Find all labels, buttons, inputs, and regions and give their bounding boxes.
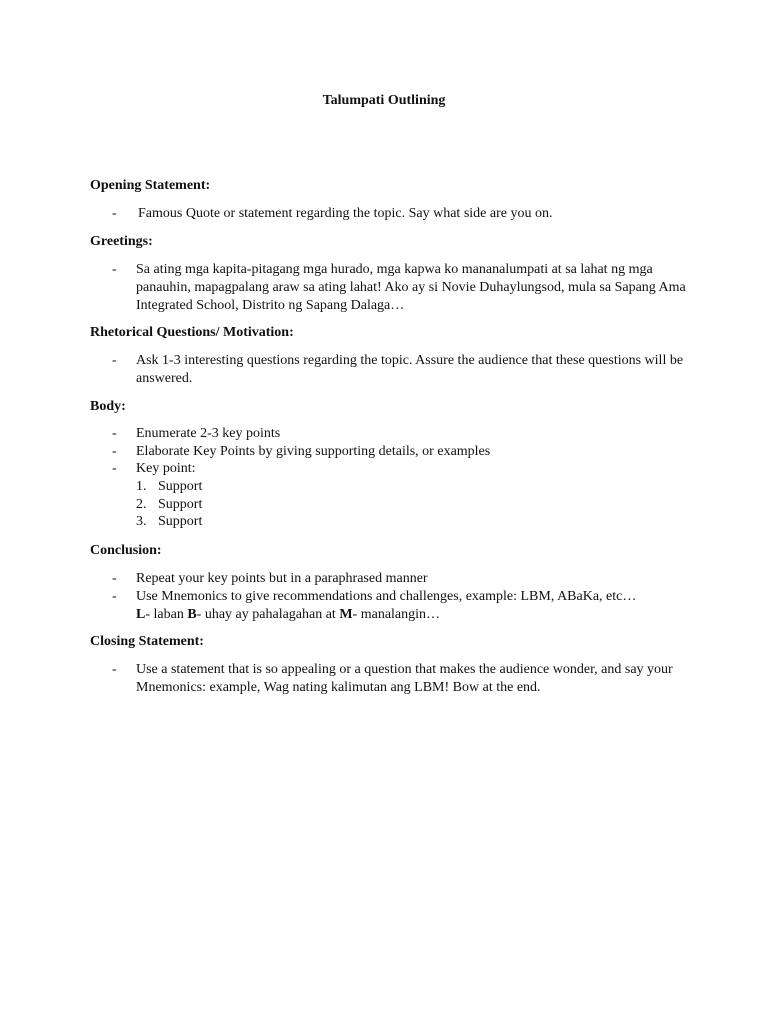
item-number: 3. bbox=[136, 514, 147, 529]
bullet-text: Enumerate 2-3 key points bbox=[136, 426, 281, 441]
bullet-dash: - bbox=[112, 589, 117, 604]
bullet-text: Key point: bbox=[136, 461, 196, 476]
heading-rhetorical-questions: Rhetorical Questions/ Motivation: bbox=[90, 325, 294, 340]
item-text: Support bbox=[158, 479, 203, 494]
bullet-dash: - bbox=[112, 206, 117, 221]
bullet-text bbox=[136, 588, 686, 624]
heading-conclusion: Conclusion: bbox=[90, 543, 162, 558]
bullet-dash: - bbox=[112, 426, 117, 441]
bullet-dash: - bbox=[112, 662, 117, 677]
text-line: Mnemonics: example, Wag nating kalimutan ang LBM! Bow at the end. bbox=[136, 680, 541, 695]
text-line: Sa ating mga kapita-pitagang mga hurado, mga kapwa ko mananalumpati at sa lahat ng mga bbox=[136, 262, 653, 277]
bullet-dash: - bbox=[112, 262, 117, 277]
mnemonic-letter-m: M bbox=[339, 607, 353, 622]
text-line: answered. bbox=[136, 371, 193, 386]
item-number: 1. bbox=[136, 479, 147, 494]
mnemonic-text-l: - laban bbox=[145, 607, 188, 622]
item-number: 2. bbox=[136, 497, 147, 512]
mnemonic-text-m: - manalangin… bbox=[352, 607, 441, 622]
text-line: Use a statement that is so appealing or a question that makes the audience wonder, and say your bbox=[136, 662, 673, 677]
mnemonic-letter-b: B bbox=[187, 607, 197, 622]
text-line: Use Mnemonics to give recommendations and challenges, example: LBM, ABaKa, etc… bbox=[136, 589, 637, 604]
text-line: panauhin, mapagpalang araw sa ating lahat! Ako ay si Novie Duhaylungsod, mula sa Sapang Ama bbox=[136, 280, 686, 295]
mnemonic-text-b: - uhay ay pahalagahan at bbox=[196, 607, 340, 622]
bullet-text bbox=[136, 261, 686, 315]
heading-closing-statement: Closing Statement: bbox=[90, 634, 204, 649]
bullet-text: Elaborate Key Points by giving supporting details, or examples bbox=[136, 444, 491, 459]
bullet-text: Famous Quote or statement regarding the topic. Say what side are you on. bbox=[138, 206, 553, 221]
bullet-text bbox=[136, 352, 686, 388]
item-text: Support bbox=[158, 514, 203, 529]
bullet-text: Repeat your key points but in a paraphrased manner bbox=[136, 571, 428, 586]
text-line: Ask 1-3 interesting questions regarding the topic. Assure the audience that these questions will be bbox=[136, 353, 684, 368]
heading-body: Body: bbox=[90, 399, 126, 414]
mnemonic-letter-l: L bbox=[136, 607, 146, 622]
text-line: Integrated School, Distrito ng Sapang Dalaga… bbox=[136, 298, 405, 313]
bullet-dash: - bbox=[112, 353, 117, 368]
mnemonic-line bbox=[136, 606, 686, 624]
bullet-text bbox=[136, 661, 686, 697]
bullet-dash: - bbox=[112, 461, 117, 476]
bullet-dash: - bbox=[112, 571, 117, 586]
item-text: Support bbox=[158, 497, 203, 512]
heading-opening-statement: Opening Statement: bbox=[90, 178, 211, 193]
heading-greetings: Greetings: bbox=[90, 234, 153, 249]
document-title: Talumpati Outlining bbox=[322, 93, 446, 108]
bullet-dash: - bbox=[112, 444, 117, 459]
